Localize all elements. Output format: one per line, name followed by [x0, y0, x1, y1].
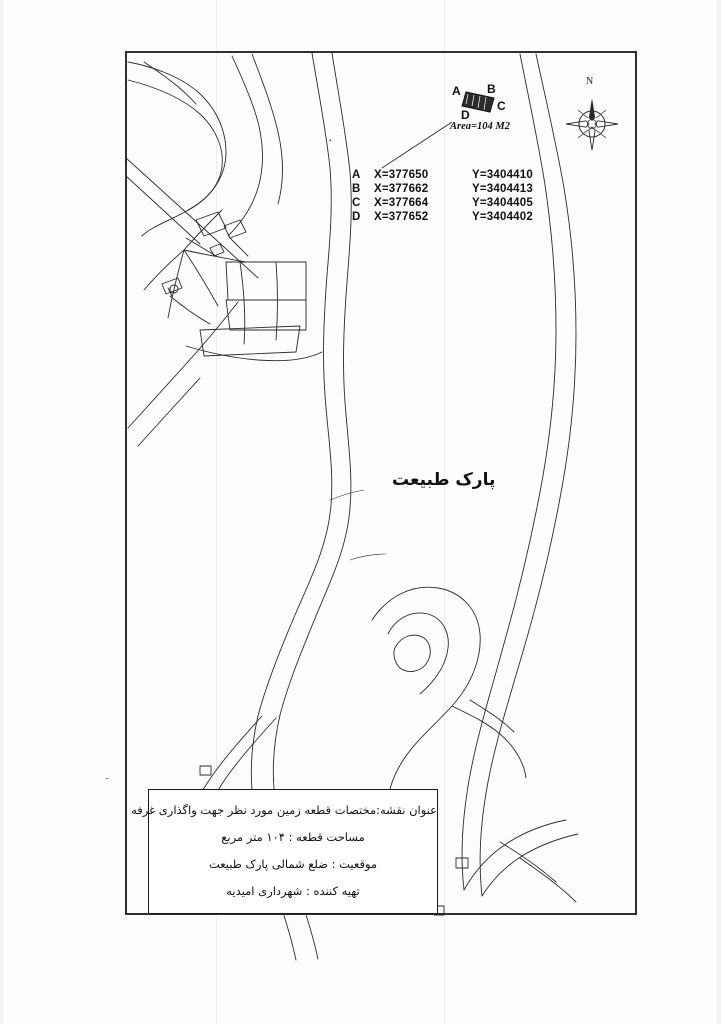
parcel-area-note: Area=104 M2 [450, 121, 510, 132]
coordinate-x-value: X=377650 [374, 169, 429, 181]
coordinate-table [352, 168, 572, 224]
legend-line-location: موقعیت : ضلع شمالی پارک طبیعت [208, 857, 378, 871]
coordinate-row [352, 168, 572, 182]
coordinate-x-value: X=377664 [374, 197, 429, 209]
coordinate-point-label: D [352, 211, 361, 223]
coordinate-y-value: Y=3404402 [472, 211, 533, 223]
coordinate-point-label: B [352, 183, 361, 195]
coordinate-row [352, 210, 572, 224]
coordinate-x-value: X=377662 [374, 183, 429, 195]
north-arrow [566, 98, 618, 150]
parcel-vertex-label-b: B [487, 82, 496, 96]
coordinate-row [352, 196, 572, 210]
coordinate-point-label: C [352, 197, 361, 209]
parcel-vertex-label-c: C [497, 99, 506, 113]
coordinate-x-value: X=377652 [374, 211, 429, 223]
legend-line-title: عنوان نقشه:مختصات قطعه زمین مورد نظر جهت واگذاری غرفه [131, 803, 437, 817]
coordinate-y-value: Y=3404405 [472, 197, 533, 209]
parcel-vertex-label-d: D [461, 108, 470, 122]
coordinate-row [352, 182, 572, 196]
north-label: N [586, 76, 594, 87]
coordinate-point-label: A [352, 169, 361, 181]
park-name-label: پارک طبیعت [392, 470, 496, 490]
margin-tick-mark: ـ [106, 772, 109, 781]
legend-title-block [131, 789, 438, 914]
legend-line-author: تهیه کننده : شهرداری امیدیه [226, 884, 360, 898]
coordinate-y-value: Y=3404413 [472, 183, 533, 195]
legend-line-area: مساحت قطعه : ۱۰۴ متر مربع [221, 830, 365, 844]
parcel-vertex-label-a: A [452, 84, 461, 98]
coordinate-y-value: Y=3404410 [472, 169, 533, 181]
